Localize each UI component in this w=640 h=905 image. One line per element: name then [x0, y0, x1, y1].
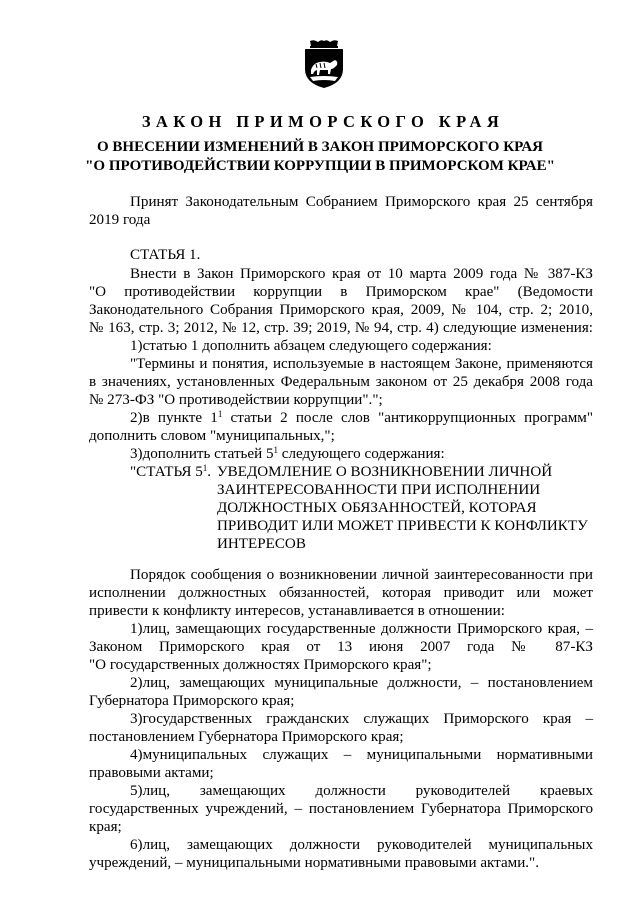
- intro-line-1: Внести в Закон Приморского края от 10 марта 2009 года № 387-КЗ: [130, 266, 593, 282]
- item-2-line-1: 2)в пункте $1^1$ статьи 2 после слов "антикоррупционных программ": [130, 409, 593, 426]
- law-subtitle-line-2: "О ПРОТИВОДЕЙСТВИИ КОРРУПЦИИ В ПРИМОРСКОМ КРАЕ": [85, 158, 555, 174]
- subitem-5-line-1: 5)лиц, замещающих должности руководителей краевых: [130, 783, 593, 799]
- body-line-2: исполнении должностных обязанностей, которая приводит или может: [89, 585, 593, 601]
- subitem-1-line-1: 1)лиц, замещающих государственные должности Приморского края, –: [130, 621, 593, 637]
- new-article-title-line-4: ПРИВОДИТ ИЛИ МОЖЕТ ПРИВЕСТИ К КОНФЛИКТУ: [217, 518, 588, 534]
- new-article-title-line-5: ИНТЕРЕСОВ: [217, 536, 306, 552]
- new-article-title-line-1: УВЕДОМЛЕНИЕ О ВОЗНИКНОВЕНИИ ЛИЧНОЙ: [217, 464, 553, 480]
- adoption-line-1: Принят Законодательным Собранием Приморского края 25 сентября: [130, 194, 593, 210]
- item-1-quote-line-3: № 273-ФЗ "О противодействии коррупции".";: [89, 392, 383, 408]
- adoption-line-2: 2019 года: [89, 212, 151, 228]
- intro-line-4: № 163, стр. 3; 2012, № 12, стр. 39; 2019, № 94, стр. 4) следующие изменения:: [89, 320, 593, 336]
- item-1-text: 1)статью 1 дополнить абзацем следующего содержания:: [130, 338, 492, 354]
- subitem-5-line-3: края;: [89, 819, 122, 835]
- subitem-6-line-2: учреждений, – муниципальными нормативными правовыми актами.".: [89, 855, 539, 871]
- subitem-2-line-2: Губернатора Приморского края;: [89, 693, 295, 709]
- new-article-title-line-3: ДОЛЖНОСТНЫХ ОБЯЗАННОСТЕЙ, КОТОРАЯ: [217, 500, 537, 516]
- subitem-1-line-3: "О государственных должностях Приморского края";: [89, 657, 432, 673]
- item-1-quote-line-2: в значениях, установленных Федеральным законом от 25 декабря 2008 года: [89, 374, 593, 390]
- new-article-title-line-2: ЗАИНТЕРЕСОВАННОСТИ ПРИ ИСПОЛНЕНИИ: [217, 482, 541, 498]
- subitem-5-line-2: государственных учреждений, – постановлением Губернатора Приморского: [89, 801, 593, 817]
- intro-line-3: Законодательного Собрания Приморского края, 2009, № 104, стр. 2; 2010,: [89, 302, 593, 318]
- item-1-quote-line-1: "Термины и понятия, используемые в настоящем Законе, применяются: [130, 356, 593, 372]
- law-title: ЗАКОН ПРИМОРСКОГО КРАЯ: [141, 112, 505, 131]
- item-2-line-2: дополнить словом "муниципальных,";: [89, 428, 335, 444]
- article-heading: СТАТЬЯ 1.: [130, 247, 201, 263]
- intro-line-2: "О противодействии коррупции в Приморском крае" (Ведомости: [89, 284, 593, 300]
- subitem-4-line-2: правовыми актами;: [89, 765, 214, 781]
- subitem-2-line-1: 2)лиц, замещающих муниципальные должности, – постановлением: [130, 675, 593, 691]
- law-subtitle-line-1: О ВНЕСЕНИИ ИЗМЕНЕНИЙ В ЗАКОН ПРИМОРСКОГО КРАЯ: [97, 139, 543, 155]
- body-line-1: Порядок сообщения о возникновении личной заинтересованности при: [130, 567, 593, 583]
- coat-of-arms-emblem: [302, 39, 346, 89]
- subitem-1-line-2: Законом Приморского края от 13 июня 2007 года № 87-КЗ: [89, 639, 593, 655]
- subitem-6-line-1: 6)лиц, замещающих должности руководителей муниципальных: [130, 837, 593, 853]
- new-article-label: "СТАТЬЯ $5^1$.: [130, 463, 212, 480]
- subitem-3-line-2: постановлением Губернатора Приморского края;: [89, 729, 404, 745]
- subitem-3-line-1: 3)государственных гражданских служащих Приморского края –: [130, 711, 593, 727]
- subitem-4-line-1: 4)муниципальных служащих – муниципальными нормативными: [130, 747, 593, 763]
- item-3-text: 3)дополнить статьей $5^1$ следующего содержания:: [130, 445, 445, 462]
- body-line-3: привести к конфликту интересов, устанавливается в отношении:: [89, 603, 505, 619]
